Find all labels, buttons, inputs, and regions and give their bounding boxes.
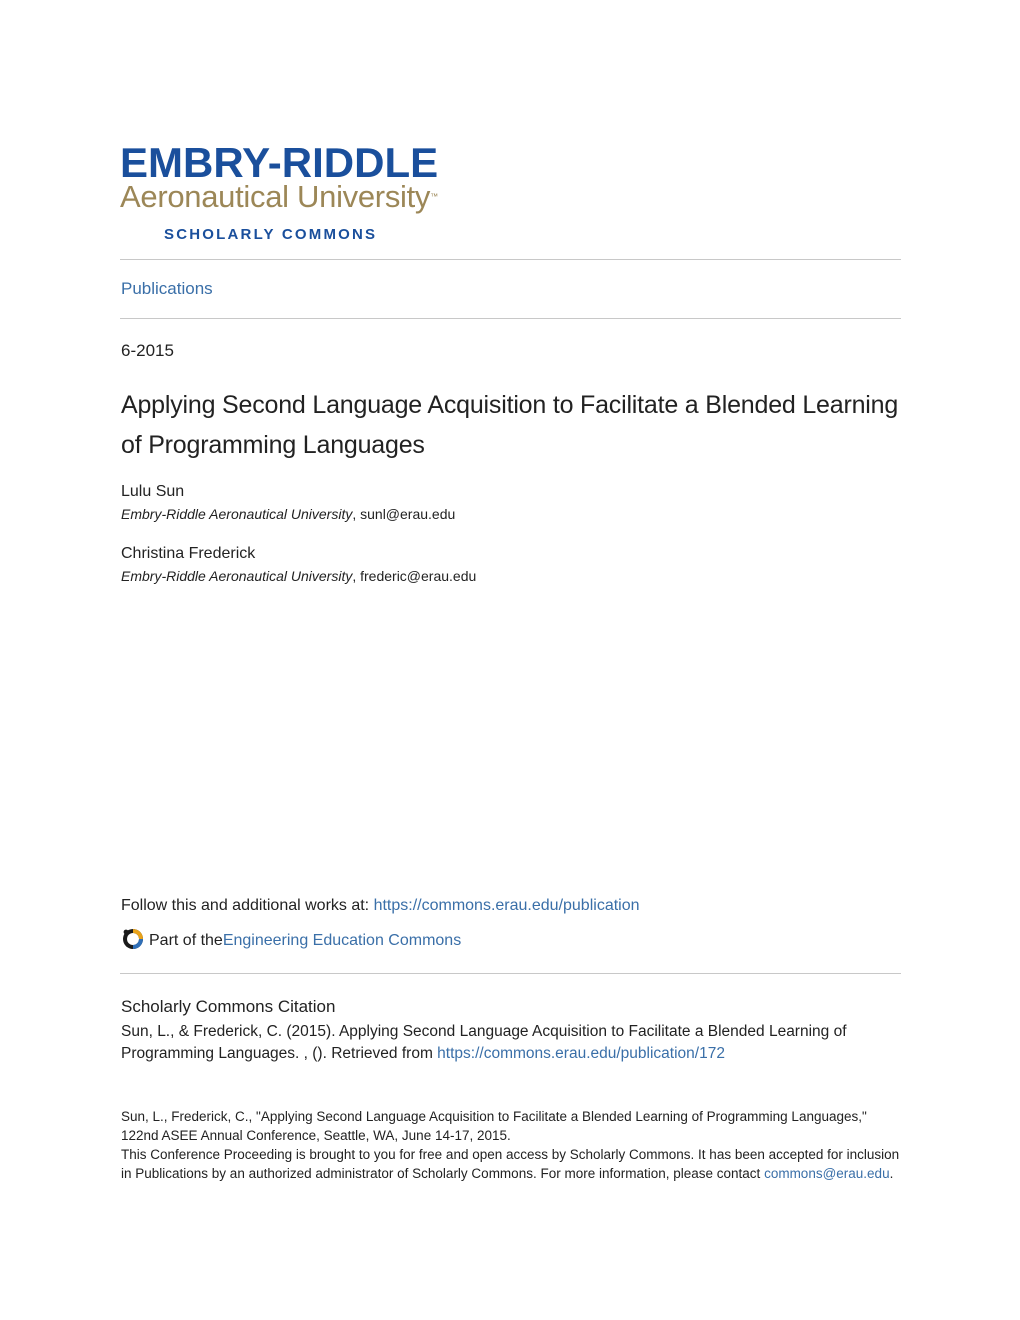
discipline-link[interactable]: Engineering Education Commons xyxy=(222,932,462,949)
author-affiliation: Embry-Riddle Aeronautical University, frederic@erau.edu xyxy=(121,568,477,584)
author-name: Christina Frederick xyxy=(121,545,256,562)
divider xyxy=(120,259,901,260)
author-affiliation: Embry-Riddle Aeronautical University, sunl@erau.edu xyxy=(121,506,456,522)
follow-line: Follow this and additional works at: https://commons.erau.edu/publication xyxy=(121,897,640,914)
part-of-line: Part of the Engineering Education Commons xyxy=(121,929,461,953)
citation-text: Sun, L., & Frederick, C. (2015). Applying Second Language Acquisition to Facilitate a Blended Learning of Programming Languages. , (). Retrieved from https://commons.erau.edu/publication/172 xyxy=(121,1023,847,1062)
divider xyxy=(120,973,901,974)
logo-tagline: SCHOLARLY COMMONS xyxy=(164,226,378,243)
author-block xyxy=(121,481,455,525)
footer-access-notice: This Conference Proceeding is brought to you for free and open access by Scholarly Commons. It has been accepted for inclusion in Publications by an authorized administrator of Scholarly Commons. For more information, please contact commons@erau.edu. xyxy=(121,1147,900,1181)
citation-heading: Scholarly Commons Citation xyxy=(121,997,336,1016)
university-logo[interactable] xyxy=(120,139,482,243)
footer-notice xyxy=(121,1107,901,1183)
author-email: frederic@erau.edu xyxy=(360,568,477,584)
publication-date: 6-2015 xyxy=(121,341,174,360)
author-block xyxy=(121,543,476,587)
network-icon xyxy=(121,927,145,951)
citation-link[interactable]: https://commons.erau.edu/publication/172 xyxy=(437,1045,725,1062)
logo-wordmark: EMBRY-RIDDLE xyxy=(120,139,439,186)
author-email: sunl@erau.edu xyxy=(360,506,456,522)
footer-reference: Sun, L., Frederick, C., "Applying Second Language Acquisition to Facilitate a Blended Learning of Programming Languages," 122nd ASEE Annual Conference, Seattle, WA, June 14-17, 2015. xyxy=(121,1109,867,1143)
logo-subtitle: Aeronautical University™ xyxy=(120,179,438,214)
collection-link[interactable]: Publications xyxy=(121,279,213,298)
divider xyxy=(120,318,901,319)
author-name: Lulu Sun xyxy=(121,483,185,500)
repository-link[interactable]: https://commons.erau.edu/publication xyxy=(373,897,640,914)
contact-email-link[interactable]: commons@erau.edu xyxy=(764,1166,890,1181)
paper-title: Applying Second Language Acquisition to Facilitate a Blended Learning of Programming Languages xyxy=(121,391,899,459)
